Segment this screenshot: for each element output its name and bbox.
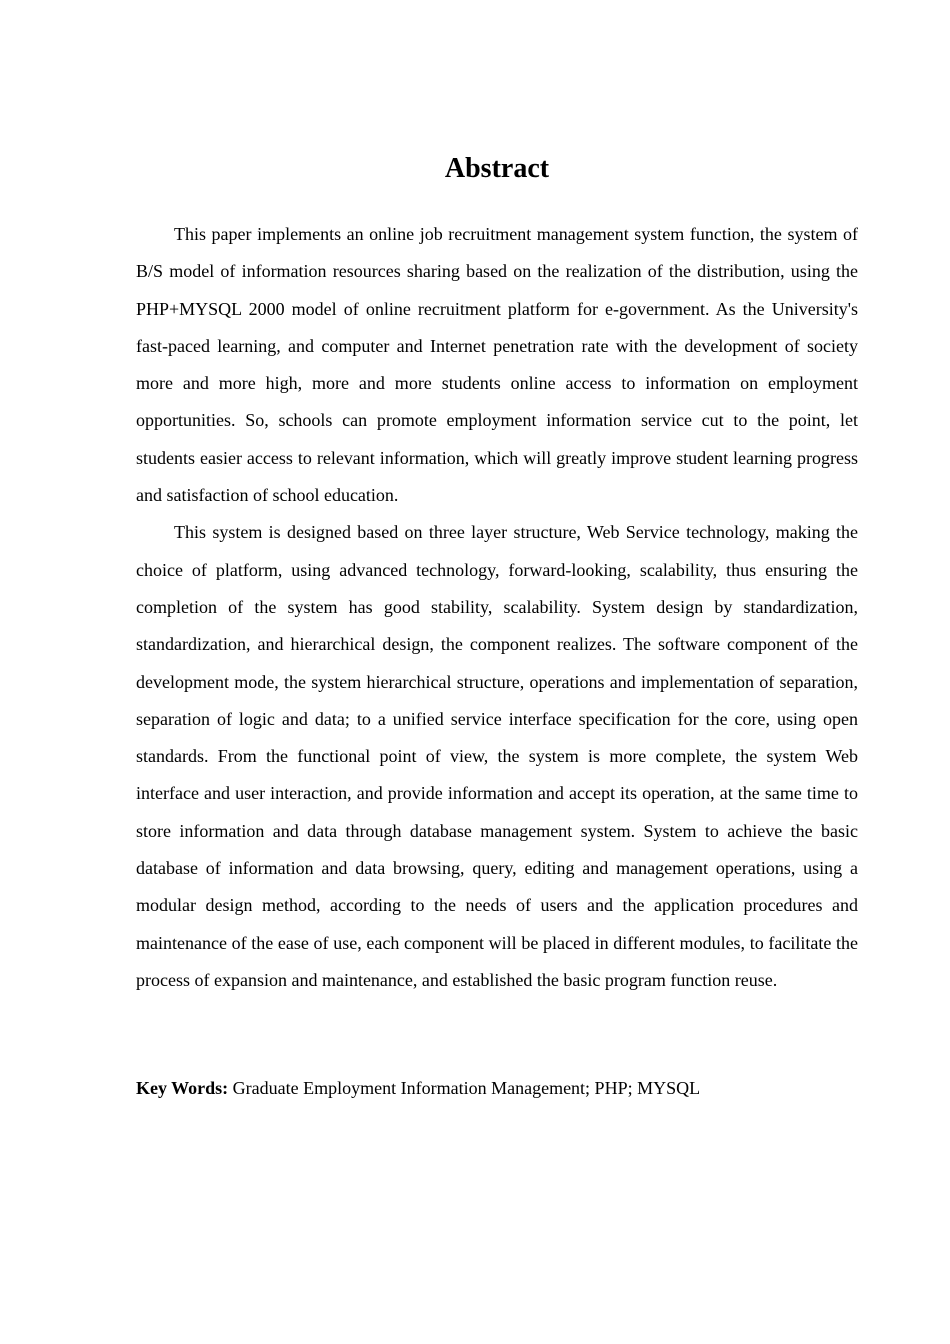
- abstract-paragraph-2: This system is designed based on three layer structure, Web Service technology, making the choice of platform, using advanced technology, forward-looking, scalability, thus ensuring the completion of the system has good stability, scalability. System design by standardization, standardization, and hierarchical design, the component realizes. The software component of the development mode, the system hierarchical structure, operations and implementation of separation, separation of logic and data; to a unified service interface specification for the core, using open standards. From the functional point of view, the system is more complete, the system Web interface and user interaction, and provide information and accept its operation, at the same time to store information and data through database management system. System to achieve the basic database of information and data browsing, query, editing and management operations, using a modular design method, according to the needs of users and the application procedures and maintenance of the ease of use, each component will be placed in different modules, to facilitate the process of expansion and maintenance, and established the basic program function reuse.: [136, 522, 858, 990]
- keywords-value: Graduate Employment Information Management; PHP; MYSQL: [232, 1078, 701, 1098]
- abstract-body: [136, 216, 858, 999]
- keywords-line: [136, 1070, 858, 1107]
- abstract-title: Abstract: [444, 153, 550, 184]
- abstract-paragraph-1: This paper implements an online job recruitment management system function, the system of B/S model of information resources sharing based on the realization of the distribution, using the PHP+MYSQL 2000 model of online recruitment platform for e-government. As the University's fast-paced learning, and computer and Internet penetration rate with the development of society more and more high, more and more students online access to information on employment opportunities. So, schools can promote employment information service cut to the point, let students easier access to relevant information, which will greatly improve student learning progress and satisfaction of school education.: [136, 224, 858, 506]
- keywords-label: Key Words:: [136, 1078, 229, 1098]
